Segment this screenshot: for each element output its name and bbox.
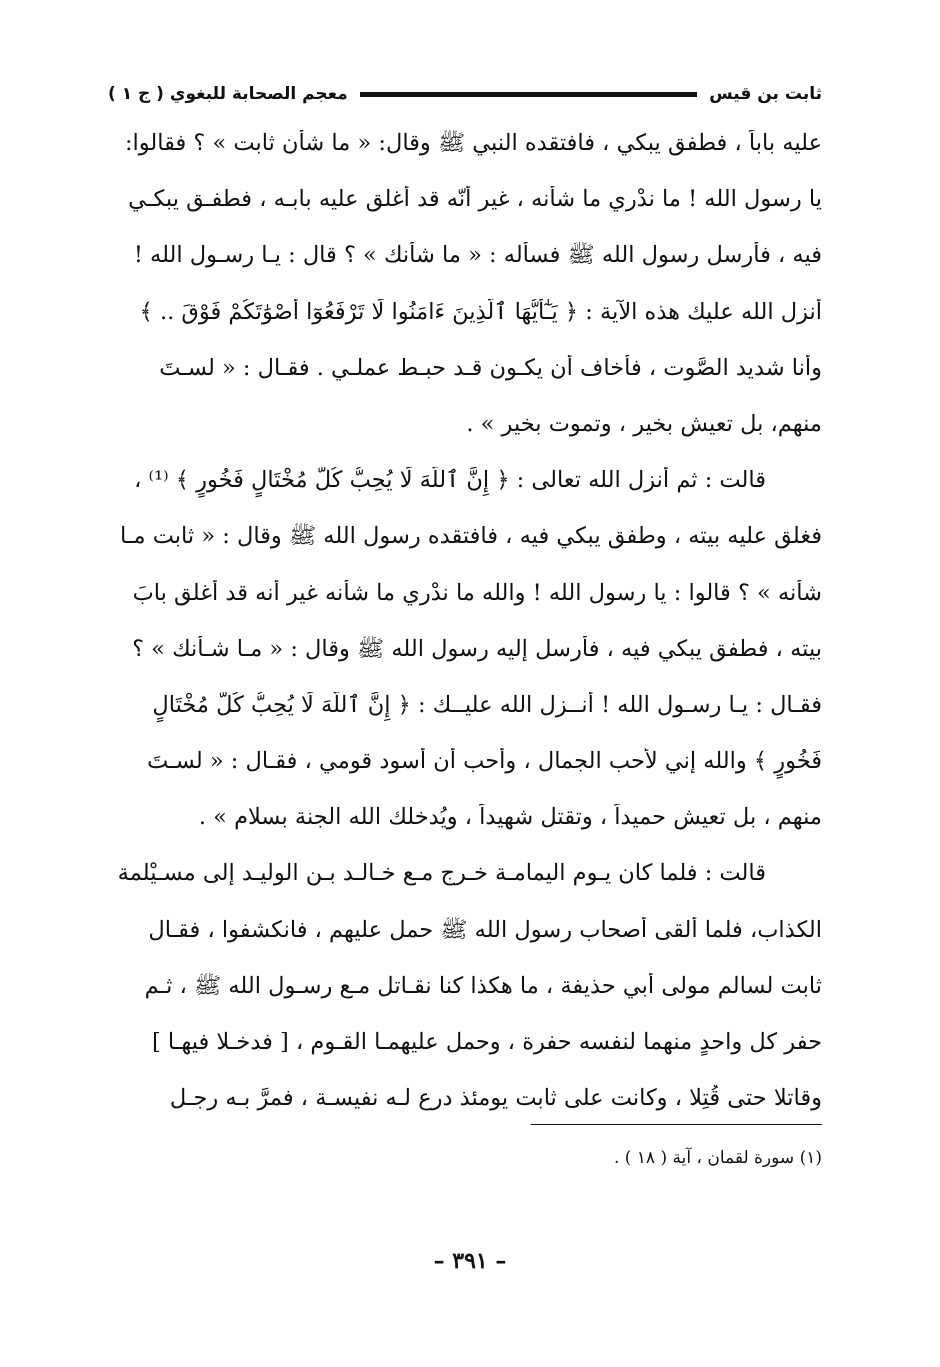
footnote-divider (531, 1124, 822, 1125)
header-rule (360, 92, 697, 97)
text-line: منهم، بل تعيش بخير ، وتموت بخير » . (466, 410, 822, 437)
body-text (108, 130, 822, 1141)
text-line: فَخُورٍ ﴾ والله إني لأحب الجمال ، وأحب أن أسود قومي ، فقـال : « لسـتَ (147, 748, 822, 775)
page-number: – ٣٩١ – (433, 1248, 507, 1274)
text-line: يا رسول الله ! ما ندْري ما شأنه ، غير أنّه قد أغلق عليه بابـه ، فطفـق يبكـي (128, 186, 822, 213)
text-line: منهم ، بل تعيش حميداً ، وتقتل شهيداً ، ويُدخلك الله الجنة بسلام » . (198, 804, 822, 831)
text-line: وقاتلا حتى قُتِلا ، وكانت على ثابت يومئذ درع لـه نفيسـة ، فمرَّ بـه رجـل (169, 1085, 822, 1112)
text-line: فقـال : يـا رسـول الله ! أنــزل الله عليــك : ﴿ إِنَّ ٱللَّهَ لَا يُحِبُّ كُلَّ مُخْتَالٍ (152, 691, 822, 718)
text-line: وأنا شديد الصَّوت ، فأخاف أن يكـون قـد حبـط عملـي . فقـال : « لسـتَ (159, 354, 822, 381)
text-line: ثابت لسالم مولى أبي حذيفة ، ما هكذا كنا نقـاتل مـع رسـول الله ﷺ ، ثـم (144, 972, 822, 999)
text-line: فيه ، فأرسل رسول الله ﷺ فسأله : « ما شأنك » ؟ قال : يـا رسـول الله ! (133, 242, 822, 269)
book-title: معجم الصحابة للبغوي ( ج ١ ) (108, 84, 348, 104)
text-line: الكذاب، فلما ألقى أصحاب رسول الله ﷺ حمل عليهم ، فانكشفوا ، فقـال (148, 916, 822, 943)
section-title: ثابت بن قيس (709, 84, 822, 104)
text-line: قالت : ثم أنزل الله تعالى : ﴿ إِنَّ ٱللَّهَ لَا يُحِبُّ كُلَّ مُخْتَالٍ فَخُورٍ ﴾ ⁽¹⁾ ، (134, 467, 766, 494)
text-line: شأنه » ؟ قالوا : يا رسول الله ! والله ما ندْري ما شأنه غير أنه قد أغلق بابَ (132, 579, 822, 606)
text-line: عليه باباً ، فطفق يبكي ، فافتقده النبي ﷺ وقال: « ما شأن ثابت » ؟ فقالوا: (124, 130, 822, 156)
text-line: قالت : فلما كان يـوم اليمامـة خـرج مـع خـالـد بـن الوليـد إلى مسـيْلمة (117, 860, 766, 887)
text-line: فغلق عليه بيته ، وطفق يبكي فيه ، فافتقده رسول الله ﷺ وقال : « ثابت مـا (120, 523, 822, 550)
text-line: حفر كل واحدٍ منهما لنفسه حفرة ، وحمل عليهمـا القـوم ، [ فدخـلا فيهـا ] (151, 1029, 822, 1055)
footnote: (١) سورة لقمان ، آية ( ١٨ ) . (613, 1148, 822, 1168)
text-line: بيته ، فطفق يبكي فيه ، فأرسل إليه رسول الله ﷺ وقال : « مـا شـأنك » ؟ (132, 635, 822, 662)
text-line: أنزل الله عليك هذه الآية : ﴿ يَـٰٓأَيُّهَا ٱلَّذِينَ ءَامَنُوا لَا تَرْفَعُوٓا أَصْوَٰتَكُمْ فَوْقَ .. ﴾ (139, 298, 822, 325)
running-header (108, 78, 822, 110)
